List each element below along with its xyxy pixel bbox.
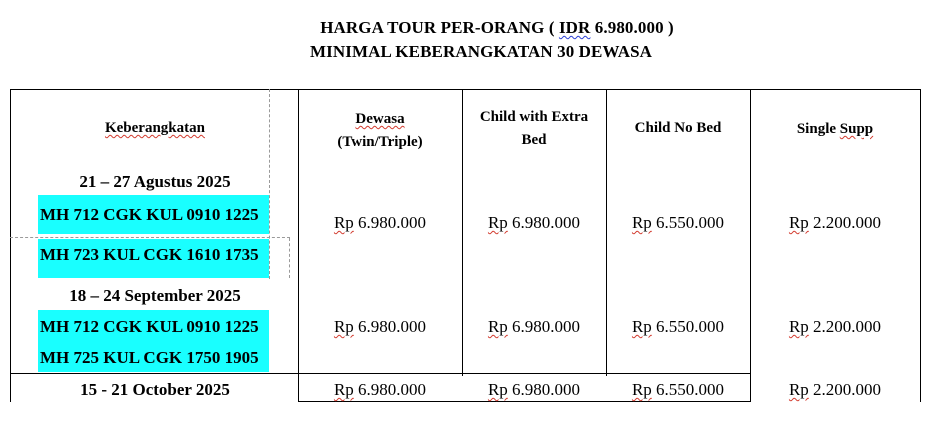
price-adult: Rp 6.980.000 (333, 380, 427, 399)
table-right-border (920, 89, 921, 402)
header-adult: Dewasa (Twin/Triple) (337, 111, 423, 150)
header-single-supp: Single Supp (796, 121, 874, 137)
row-divider (298, 401, 750, 402)
departure-date: 21 – 27 Agustus 2025 (79, 172, 231, 191)
price-single-supp: Rp 2.200.000 (788, 380, 882, 399)
header-departure: Keberangkatan (104, 120, 205, 136)
price-child-extra-bed: Rp 6.980.000 (487, 317, 581, 336)
header-child-no-bed: Child No Bed (634, 120, 722, 136)
flight-segment: MH 712 CGK KUL 0910 1225 (38, 310, 269, 343)
page-title: HARGA TOUR PER-ORANG ( IDR 6.980.000 ) (320, 18, 674, 37)
price-child-no-bed: Rp 6.550.000 (631, 380, 725, 399)
gridline (289, 238, 290, 278)
price-adult: Rp 6.980.000 (333, 213, 427, 232)
price-child-no-bed: Rp 6.550.000 (631, 213, 725, 232)
price-child-extra-bed: Rp 6.980.000 (487, 380, 581, 399)
price-adult: Rp 6.980.000 (333, 317, 427, 336)
departure-date: 18 – 24 September 2025 (69, 286, 241, 305)
price-child-no-bed: Rp 6.550.000 (631, 317, 725, 336)
price-single-supp: Rp 2.200.000 (788, 213, 882, 232)
price-child-extra-bed: Rp 6.980.000 (487, 213, 581, 232)
header-child-extra-bed: Child with Extra Bed (479, 109, 589, 148)
flight-segment: MH 725 KUL CGK 1750 1905 (38, 343, 269, 372)
currency-label: IDR (558, 18, 591, 37)
flight-segment: MH 723 KUL CGK 1610 1735 (38, 239, 269, 278)
row-divider (10, 373, 750, 374)
departure-date: 15 - 21 October 2025 (80, 380, 230, 399)
page-subtitle: MINIMAL KEBERANGKATAN 30 DEWASA (309, 42, 653, 61)
table-left-border (10, 89, 11, 402)
price-single-supp: Rp 2.200.000 (788, 317, 882, 336)
flight-segment: MH 712 CGK KUL 0910 1225 (38, 195, 269, 234)
table-top-border (10, 89, 921, 90)
gridline (10, 237, 290, 238)
